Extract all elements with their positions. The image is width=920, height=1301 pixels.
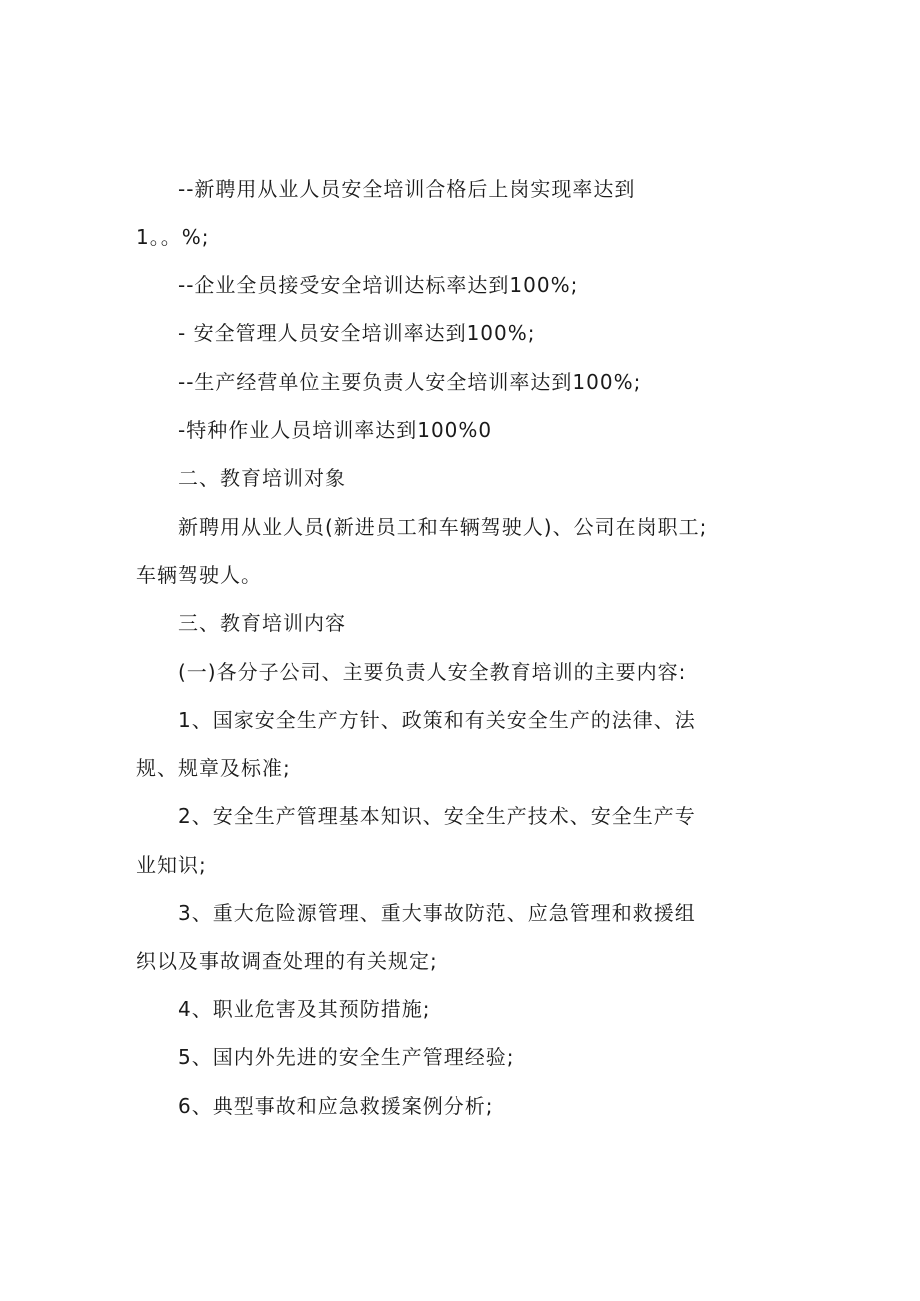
list-item-1: 1、国家安全生产方针、政策和有关安全生产的法律、法	[178, 708, 696, 732]
list-item-3-cont: 织以及事故调查处理的有关规定;	[136, 949, 438, 973]
target-line-new-hires: --新聘用从业人员安全培训合格后上岗实现率达到	[178, 177, 636, 201]
target-line-new-hires-cont: 1。。%;	[136, 225, 210, 249]
list-item-5: 5、国内外先进的安全生产管理经验;	[178, 1045, 515, 1069]
target-line-managers: - 安全管理人员安全培训率达到100%;	[178, 321, 536, 345]
target-line-all-staff: --企业全员接受安全培训达标率达到100%;	[178, 273, 579, 297]
training-targets-paragraph-cont: 车辆驾驶人。	[136, 563, 262, 587]
list-item-6: 6、典型事故和应急救援案例分析;	[178, 1094, 494, 1118]
subsection-heading-1: (一)各分子公司、主要负责人安全教育培训的主要内容:	[178, 660, 687, 684]
list-item-2-cont: 业知识;	[136, 853, 207, 877]
list-item-1-cont: 规、规章及标准;	[136, 756, 291, 780]
training-targets-paragraph: 新聘用从业人员(新进员工和车辆驾驶人)、公司在岗职工;	[178, 515, 708, 539]
list-item-2: 2、安全生产管理基本知识、安全生产技术、安全生产专	[178, 804, 696, 828]
section-heading-2: 二、教育培训对象	[178, 466, 346, 490]
target-line-special-operators: -特种作业人员培训率达到100%0	[178, 418, 493, 442]
list-item-4: 4、职业危害及其预防措施;	[178, 997, 431, 1021]
section-heading-3: 三、教育培训内容	[178, 611, 346, 635]
target-line-principals: --生产经营单位主要负责人安全培训率达到100%;	[178, 370, 642, 394]
list-item-3: 3、重大危险源管理、重大事故防范、应急管理和救援组	[178, 901, 696, 925]
